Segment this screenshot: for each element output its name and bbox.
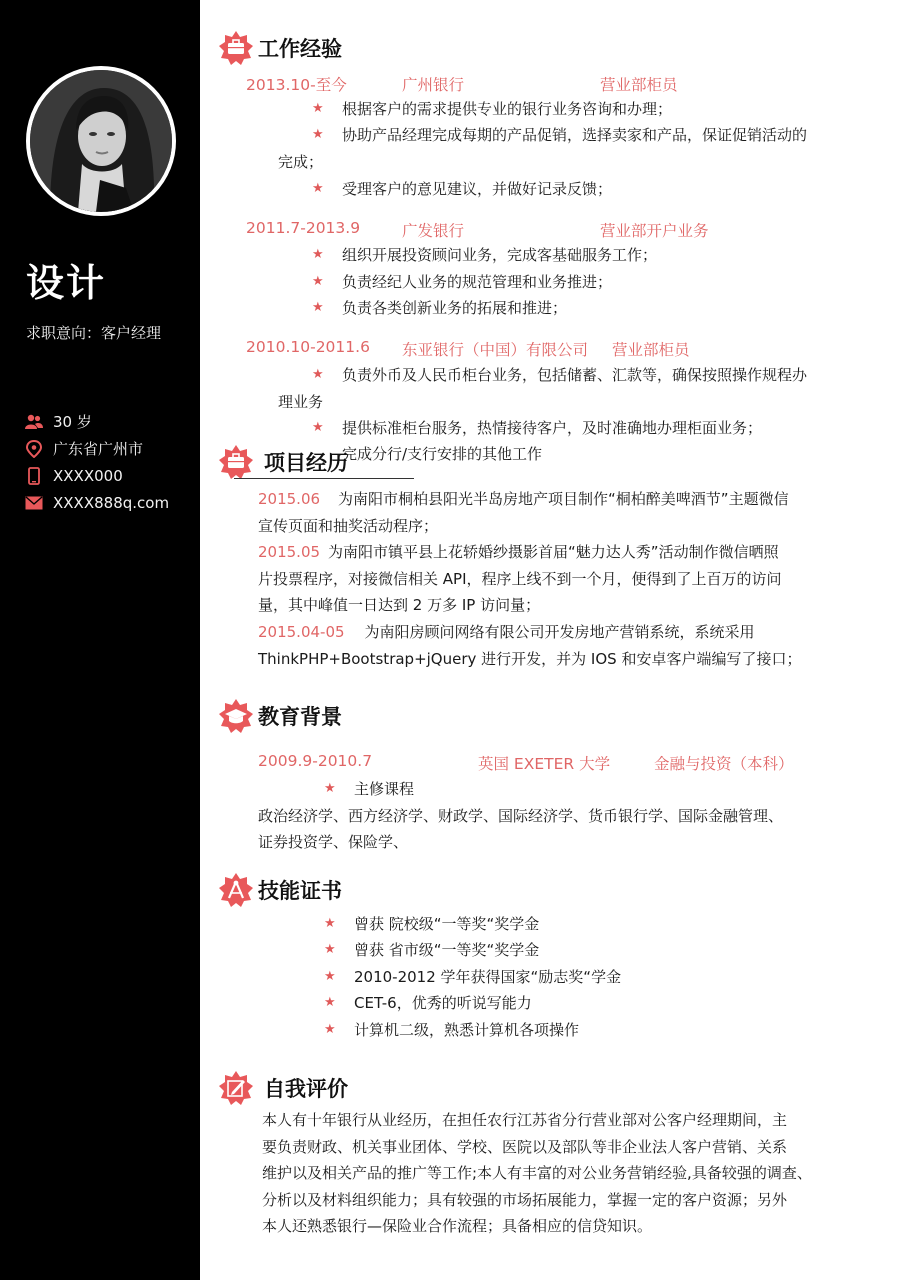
skill-item: ★ CET-6，优秀的听说写能力 — [324, 990, 532, 1016]
job-period: 2010.10-2011.6 — [246, 338, 370, 356]
skill-item: ★ 曾获 省市级“一等奖“奖学金 — [324, 937, 539, 963]
contact-text: 广东省广州市 — [53, 440, 144, 458]
section-skills-header — [218, 872, 342, 908]
location-pin-icon — [24, 440, 44, 458]
star-bullet-icon: ★ — [324, 995, 336, 1010]
project-date: 2015.05 — [258, 543, 321, 561]
project-date: 2015.04-05 — [258, 623, 345, 641]
job-position: 营业部柜员 — [600, 76, 678, 94]
course-list: 证券投资学、保险学、 — [258, 833, 409, 851]
briefcase-icon — [218, 444, 254, 480]
pencil-icon — [218, 1070, 254, 1106]
profile-photo — [26, 66, 176, 216]
duty-item: ★ 提供标准柜台服务，热情接待客户，及时准确地办理柜面业务； — [312, 415, 762, 441]
self-eval-line: 分析以及材料组织能力；具有较强的市场拓展能力，掌握一定的客户资源；另外 — [262, 1191, 788, 1209]
job-position: 营业部开户业务 — [600, 222, 709, 240]
duty-item: ★ 负责各类创新业务的拓展和推进； — [312, 295, 567, 321]
briefcase-icon — [218, 30, 254, 66]
project-line: 宣传页面和抽奖活动程序； — [258, 517, 439, 535]
star-bullet-icon: ★ — [312, 367, 324, 382]
section-work-header — [218, 30, 342, 66]
star-bullet-icon: ★ — [312, 300, 324, 315]
section-title: 自我评价 — [264, 1077, 348, 1101]
self-eval-line: 维护以及相关产品的推广等工作;本人有丰富的对公业务营销经验,具备较强的调查、 — [262, 1164, 812, 1182]
duty-item: ★ 受理客户的意见建议，并做好记录反馈； — [312, 176, 612, 202]
self-eval-line: 本人有十年银行从业经历，在担任农行江苏省分行营业部对公客户经理期间，主 — [262, 1111, 788, 1129]
star-bullet-icon: ★ — [324, 781, 336, 796]
course-heading: ★ 主修课程 — [324, 776, 414, 802]
section-self-header — [218, 1070, 348, 1106]
job-intent: 求职意向：客户经理 — [26, 324, 162, 342]
section-title: 工作经验 — [258, 37, 342, 61]
section-title: 教育背景 — [258, 705, 342, 729]
duty-item: ★ 组织开展投资顾问业务，完成客基础服务工作； — [312, 242, 657, 268]
star-bullet-icon: ★ — [312, 101, 324, 116]
job-company: 广州银行 — [402, 76, 465, 94]
star-bullet-icon: ★ — [324, 1022, 336, 1037]
duty-item: ★ 负责外币及人民币柜台业务，包括储蓄、汇款等，确保按照操作规程办 — [312, 362, 807, 388]
duty-item: ★ 负责经纪人业务的规范管理和业务推进； — [312, 269, 612, 295]
star-bullet-icon: ★ — [324, 969, 336, 984]
project-entry: 2015.04-05 为南阳房顾问网络有限公司开发房地产营销系统，系统采用 — [258, 623, 755, 641]
users-icon — [24, 413, 44, 431]
project-line: 片投票程序，对接微信相关 API，程序上线不到一个月，便得到了上百万的访问 — [258, 570, 782, 588]
project-line: 量，其中峰值一日达到 2 万多 IP 访问量； — [258, 596, 541, 614]
duty-continuation: 完成； — [278, 153, 324, 171]
phone-icon — [24, 467, 44, 485]
section-title: 技能证书 — [258, 879, 342, 903]
section-title: 项目经历 — [264, 451, 348, 475]
contact-text: 30 岁 — [53, 413, 92, 431]
duty-item: ★ 协助产品经理完成每期的产品促销，选择卖家和产品，保证促销活动的 — [312, 122, 807, 148]
education-major: 金融与投资（本科） — [654, 755, 794, 773]
sidebar — [0, 0, 200, 1280]
star-bullet-icon: ★ — [312, 181, 324, 196]
section-projects-header — [218, 444, 348, 480]
mail-icon — [24, 494, 44, 512]
self-eval-line: 要负责财政、机关事业团体、学校、医院以及部队等非企业法人客户营销、关系 — [262, 1138, 788, 1156]
graduation-cap-icon — [218, 698, 254, 734]
candidate-name: 设计 — [26, 261, 107, 305]
star-bullet-icon: ★ — [312, 274, 324, 289]
duty-item: ★ 根据客户的需求提供专业的银行业务咨询和办理； — [312, 96, 672, 122]
star-bullet-icon: ★ — [312, 247, 324, 262]
skill-item: ★ 2010-2012 学年获得国家“励志奖“学金 — [324, 964, 621, 990]
project-line: ThinkPHP+Bootstrap+jQuery 进行开发，并为 IOS 和安卓客户端编写了接口； — [258, 650, 802, 668]
project-date: 2015.06 — [258, 490, 321, 508]
job-period: 2011.7-2013.9 — [246, 219, 361, 237]
job-company: 广发银行 — [402, 222, 465, 240]
duty-continuation: 完成分行/支行安排的其他工作 — [342, 445, 543, 463]
star-bullet-icon: ★ — [324, 916, 336, 931]
compass-icon — [218, 872, 254, 908]
job-position: 营业部柜员 — [612, 341, 690, 359]
contact-location — [24, 435, 169, 462]
section-education-header — [218, 698, 342, 734]
star-bullet-icon: ★ — [312, 127, 324, 142]
course-list: 政治经济学、西方经济学、财政学、国际经济学、货币银行学、国际金融管理、 — [258, 807, 784, 825]
contact-text: XXXX000 — [53, 466, 123, 485]
skill-item: ★ 计算机二级，熟悉计算机各项操作 — [324, 1017, 579, 1043]
education-school: 英国 EXETER 大学 — [478, 755, 611, 773]
contact-text: XXXX888q.com — [53, 493, 170, 512]
project-entry: 2015.06 为南阳市桐柏县阳光半岛房地产项目制作“桐柏醉美啤酒节”主题微信 — [258, 490, 789, 508]
duty-continuation: 理业务 — [278, 393, 324, 411]
contact-list — [24, 408, 169, 516]
self-eval-line: 本人还熟悉银行—保险业合作流程；具备相应的信贷知识。 — [262, 1217, 653, 1235]
main-content — [200, 0, 905, 1280]
skill-item: ★ 曾获 院校级“一等奖“奖学金 — [324, 911, 539, 937]
education-period: 2009.9-2010.7 — [258, 752, 373, 770]
job-company: 东亚银行（中国）有限公司 — [402, 341, 589, 359]
project-entry: 2015.05 为南阳市镇平县上花轿婚纱摄影首届“魅力达人秀”活动制作微信晒照 — [258, 543, 779, 561]
star-bullet-icon: ★ — [324, 942, 336, 957]
job-period: 2013.10-至今 — [246, 76, 347, 94]
section-divider — [234, 478, 414, 479]
contact-email — [24, 489, 169, 516]
contact-phone — [24, 462, 169, 489]
contact-age — [24, 408, 169, 435]
star-bullet-icon: ★ — [312, 420, 324, 435]
